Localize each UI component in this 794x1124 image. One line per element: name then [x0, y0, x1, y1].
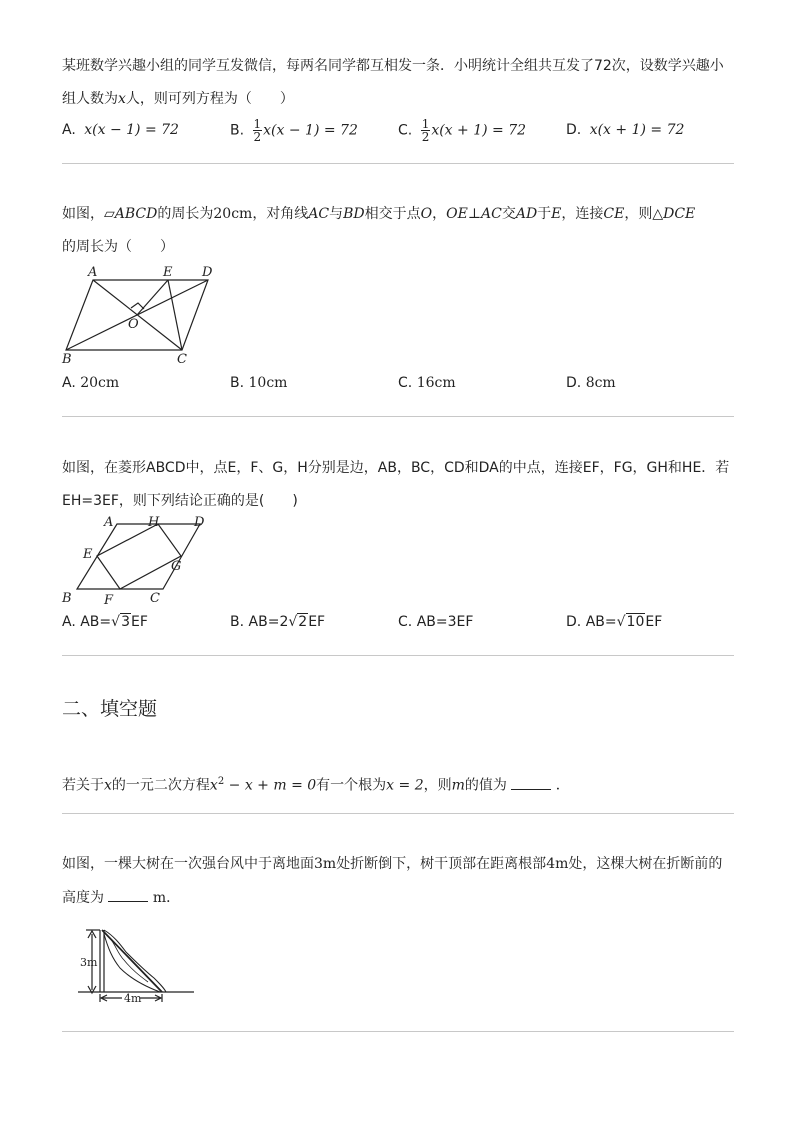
label-c: C [177, 352, 187, 367]
divider [62, 813, 734, 814]
label-a: A [104, 515, 114, 530]
option-d[interactable]: D. x(x + 1) = 72 [566, 122, 685, 138]
option-a[interactable]: A. 20cm [62, 375, 120, 391]
label-d: D [202, 265, 213, 280]
broken-tree-figure [74, 924, 200, 1006]
fraction: $\frac{1}{2}$ [421, 117, 430, 144]
option-b[interactable]: B. AB=2√2EF [230, 614, 326, 630]
question-2-line-1: 如图，▱ABCD的周长为20cm，对角线AC与BD相交于点O，OE⊥AC交AD于E，连接CE，则△DCE [62, 206, 696, 222]
label-e: E [163, 265, 173, 280]
question-5-line-2: 高度为 m． [62, 890, 181, 906]
divider [62, 1031, 734, 1032]
rhombus-figure [60, 512, 220, 608]
option-a[interactable]: A. AB=√3EF [62, 614, 148, 630]
label-o: O [128, 317, 139, 332]
parallelogram-figure [60, 262, 220, 368]
label-a: A [88, 265, 98, 280]
label-height: 3m [80, 956, 98, 969]
option-c[interactable]: C. 16cm [398, 375, 456, 391]
divider [62, 655, 734, 656]
option-d[interactable]: D. 8cm [566, 375, 616, 391]
question-4-line-1: 若关于x的一元二次方程$x^2 - x + m = 0$有一个根为x = 2，则m的值为 ． [62, 776, 570, 794]
section-title: 二、填空题 [62, 698, 158, 720]
question-2-line-2: 的周长为（ ） [62, 239, 174, 255]
answer-blank[interactable] [511, 777, 551, 790]
question-4 [62, 772, 734, 796]
sqrt-icon: √ [288, 614, 298, 630]
question-3-line-2: EH=3EF，则下列结论正确的是( ) [62, 493, 298, 509]
option-a[interactable]: A. x(x − 1) = 72 [62, 122, 179, 138]
question-1-line-2: 组人数为x人，则可列方程为（ ） [62, 91, 294, 107]
label-b: B [62, 352, 72, 367]
fraction: $\frac{1}{2}$ [253, 117, 262, 144]
question-1-line-1: 某班数学兴趣小组的同学互发微信，每两名同学都互相发一条．小明统计全组共互发了72次，设数学兴趣小 [62, 58, 724, 74]
answer-blank[interactable] [108, 889, 148, 902]
option-d[interactable]: D. AB=√10EF [566, 614, 663, 630]
option-b[interactable]: B. $\frac{1}{2}$ x(x − 1) = 72 [230, 117, 358, 144]
label-f: F [104, 593, 114, 608]
label-width: 4m [124, 992, 142, 1005]
sqrt-icon: √ [111, 614, 121, 630]
option-c[interactable]: C. AB=3EF [398, 614, 474, 630]
question-5-line-1: 如图，一棵大树在一次强台风中于离地面3m处折断倒下，树干顶部在距离根部4m处，这棵大树在折断前的 [62, 856, 723, 872]
label-g: G [171, 559, 182, 574]
label-e: E [83, 547, 93, 562]
label-b: B [62, 591, 72, 606]
label-c: C [150, 591, 160, 606]
option-c[interactable]: C. $\frac{1}{2}$ x(x + 1) = 72 [398, 117, 527, 144]
sqrt-icon: √ [616, 614, 626, 630]
divider [62, 163, 734, 164]
option-b[interactable]: B. 10cm [230, 375, 288, 391]
label-d: D [194, 515, 205, 530]
divider [62, 416, 734, 417]
question-3-line-1: 如图，在菱形ABCD中，点E，F、G，H分别是边，AB，BC，CD和DA的中点，连接EF，FG，GH和HE．若 [62, 460, 730, 476]
label-h: H [148, 515, 160, 530]
